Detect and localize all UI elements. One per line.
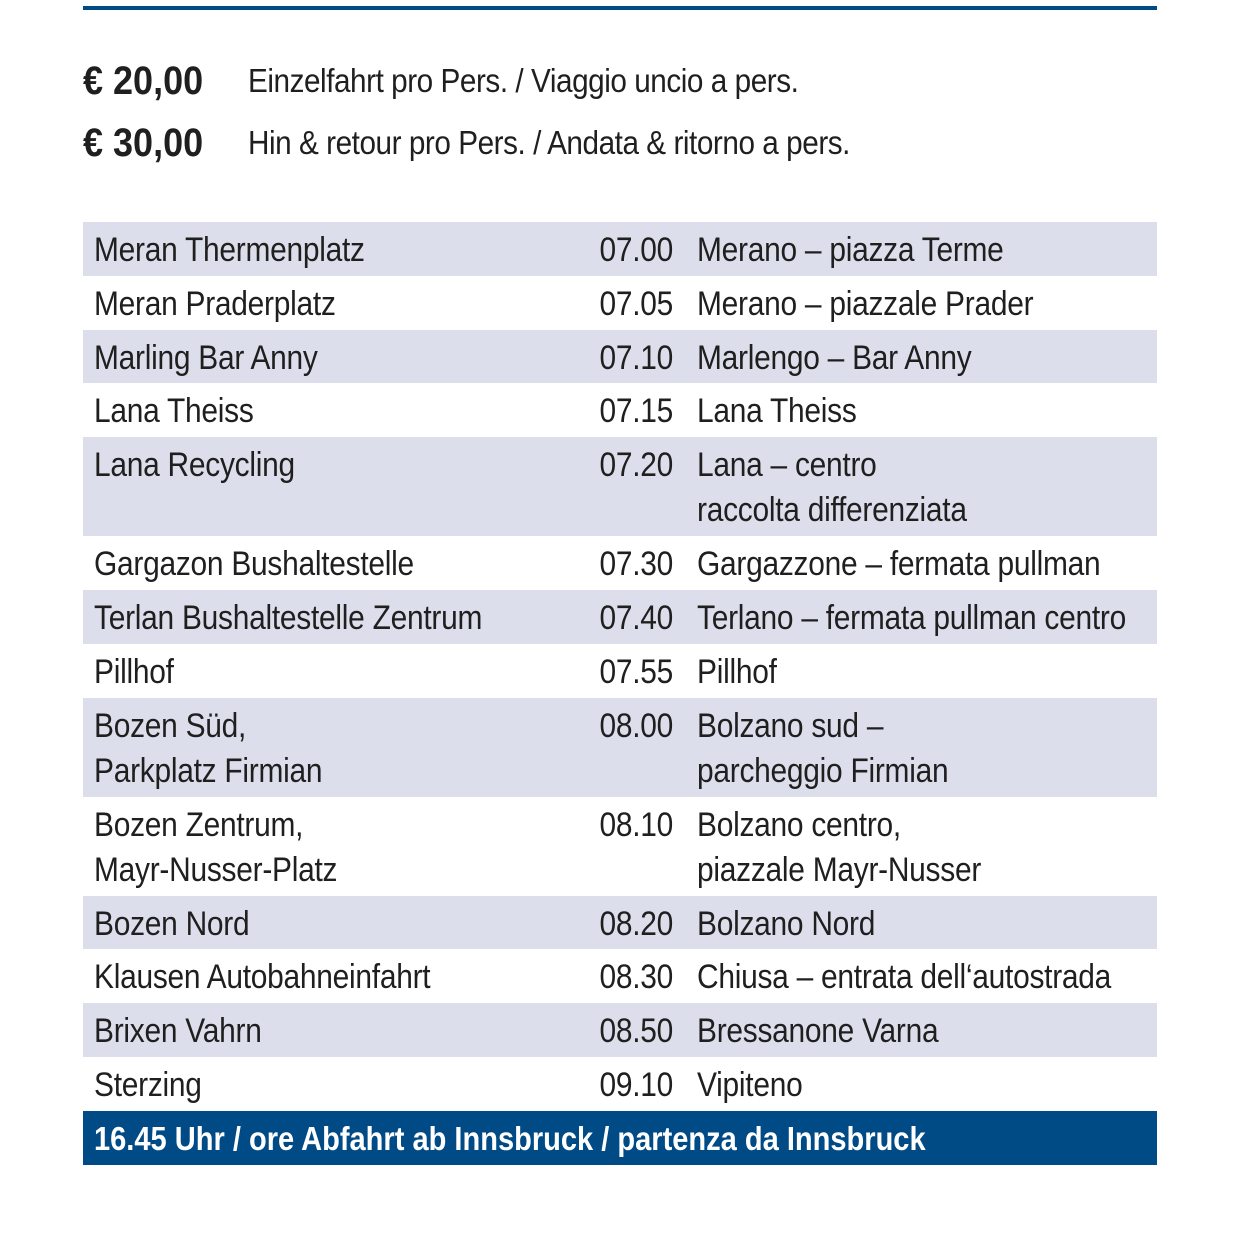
table-row bbox=[83, 536, 1157, 590]
price-description: Einzelfahrt pro Pers. / Viaggio uncio a pers. bbox=[248, 62, 799, 99]
stop-name-it-line: Gargazzone – fermata pullman bbox=[697, 545, 1101, 584]
stop-name-de-line: Lana Recycling bbox=[94, 446, 295, 485]
stop-name-de bbox=[94, 704, 322, 794]
table-row bbox=[83, 644, 1157, 698]
stop-name-it-line: Pillhof bbox=[697, 652, 777, 691]
table-row bbox=[83, 896, 1157, 950]
top-divider bbox=[83, 6, 1157, 10]
price-list bbox=[83, 50, 1157, 174]
table-row bbox=[83, 437, 1157, 536]
stop-name-de bbox=[94, 282, 336, 327]
stop-name-de bbox=[94, 443, 295, 488]
stop-name-it bbox=[697, 389, 857, 434]
table-row bbox=[83, 698, 1157, 797]
stop-name-de bbox=[94, 1009, 262, 1054]
stop-name-de-line: Bozen Nord bbox=[94, 904, 250, 943]
stop-name-it-line: parcheggio Firmian bbox=[697, 751, 949, 790]
table-row bbox=[83, 949, 1157, 1003]
stop-name-de bbox=[94, 902, 249, 947]
stop-name-it-line: Terlano – fermata pullman centro bbox=[697, 598, 1126, 637]
stop-name-de bbox=[94, 955, 430, 1000]
schedule-table bbox=[83, 222, 1157, 1111]
stop-name-it bbox=[697, 542, 1100, 587]
price-amount: € 20,00 bbox=[83, 58, 204, 103]
departure-time: 08.10 bbox=[599, 805, 673, 844]
table-row bbox=[83, 1057, 1157, 1111]
stop-name-de-line: Marling Bar Anny bbox=[94, 338, 318, 377]
departure-time: 07.10 bbox=[599, 338, 673, 377]
stop-name-de bbox=[94, 336, 318, 381]
stop-name-de-line: Sterzing bbox=[94, 1065, 202, 1104]
stop-name-it-line: Chiusa – entrata dell‘autostrada bbox=[697, 958, 1112, 997]
price-amount: € 30,00 bbox=[83, 120, 204, 165]
stop-name-de bbox=[94, 803, 337, 893]
departure-time: 07.55 bbox=[599, 652, 673, 691]
stop-name-de-line: Klausen Autobahneinfahrt bbox=[94, 958, 431, 997]
stop-name-de bbox=[94, 542, 414, 587]
stop-name-de-line: Gargazon Bushaltestelle bbox=[94, 545, 414, 584]
departure-time: 08.00 bbox=[599, 706, 673, 745]
stop-name-it-line: Merano – piazza Terme bbox=[697, 231, 1004, 269]
stop-name-it-line: Bolzano Nord bbox=[697, 904, 876, 943]
table-row bbox=[83, 222, 1157, 276]
departure-time: 07.05 bbox=[599, 284, 673, 323]
table-row bbox=[83, 276, 1157, 330]
stop-name-de-line: Brixen Vahrn bbox=[94, 1012, 262, 1051]
table-row bbox=[83, 797, 1157, 896]
stop-name-de-line: Mayr-Nusser-Platz bbox=[94, 850, 338, 889]
stop-name-de-line: Bozen Zentrum, bbox=[94, 805, 304, 844]
stop-name-de bbox=[94, 1063, 202, 1108]
departure-time: 08.50 bbox=[599, 1012, 673, 1051]
stop-name-it bbox=[697, 902, 875, 947]
stop-name-de bbox=[94, 389, 254, 434]
stop-name-it bbox=[697, 955, 1111, 1000]
stop-name-it-line: Bolzano centro, bbox=[697, 805, 901, 844]
stop-name-it-line: piazzale Mayr-Nusser bbox=[697, 850, 982, 889]
stop-name-de bbox=[94, 596, 482, 641]
stop-name-de bbox=[94, 650, 174, 695]
table-row bbox=[83, 383, 1157, 437]
stop-name-it-line: Lana Theiss bbox=[697, 392, 857, 431]
stop-name-it-line: Vipiteno bbox=[697, 1065, 803, 1104]
departure-time: 09.10 bbox=[599, 1065, 673, 1104]
stop-name-it-line: Bolzano sud – bbox=[697, 706, 884, 745]
stop-name-de bbox=[94, 228, 365, 273]
departure-time: 07.30 bbox=[599, 545, 673, 584]
stop-name-de-line: Lana Theiss bbox=[94, 392, 254, 431]
stop-name-de-line: Terlan Bushaltestelle Zentrum bbox=[94, 598, 483, 637]
stop-name-it-line: Bressanone Varna bbox=[697, 1012, 939, 1051]
departure-time: 07.15 bbox=[599, 392, 673, 431]
table-row bbox=[83, 1003, 1157, 1057]
stop-name-it bbox=[697, 282, 1033, 327]
departure-time: 07.00 bbox=[599, 231, 673, 269]
departure-time: 07.40 bbox=[599, 598, 673, 637]
stop-name-it bbox=[697, 1063, 802, 1108]
stop-name-it-line: Marlengo – Bar Anny bbox=[697, 338, 972, 377]
stop-name-it bbox=[697, 803, 981, 893]
departure-footer bbox=[83, 1111, 1157, 1165]
departure-time: 08.30 bbox=[599, 958, 673, 997]
stop-name-it bbox=[697, 228, 1004, 273]
price-row-return bbox=[83, 112, 1157, 174]
departure-time: 08.20 bbox=[599, 904, 673, 943]
table-row bbox=[83, 330, 1157, 384]
stop-name-it-line: Merano – piazzale Prader bbox=[697, 284, 1034, 323]
stop-name-de-line: Meran Thermenplatz bbox=[94, 231, 365, 269]
stop-name-de-line: Bozen Süd, bbox=[94, 706, 247, 745]
price-row-single bbox=[83, 50, 1157, 112]
departure-time: 07.20 bbox=[599, 446, 673, 485]
stop-name-de-line: Meran Praderplatz bbox=[94, 284, 336, 323]
stop-name-it-line: raccolta differenziata bbox=[697, 491, 967, 530]
stop-name-it bbox=[697, 650, 777, 695]
footer-text: 16.45 Uhr / ore Abfahrt ab Innsbruck / partenza da Innsbruck bbox=[94, 1120, 926, 1157]
stop-name-it bbox=[697, 1009, 938, 1054]
stop-name-it bbox=[697, 443, 967, 533]
stop-name-it bbox=[697, 596, 1126, 641]
stop-name-it bbox=[697, 704, 948, 794]
stop-name-de-line: Parkplatz Firmian bbox=[94, 751, 323, 790]
stop-name-de-line: Pillhof bbox=[94, 652, 174, 691]
stop-name-it bbox=[697, 336, 971, 381]
table-row bbox=[83, 590, 1157, 644]
stop-name-it-line: Lana – centro bbox=[697, 446, 877, 485]
price-description: Hin & retour pro Pers. / Andata & ritorno a pers. bbox=[248, 124, 850, 161]
